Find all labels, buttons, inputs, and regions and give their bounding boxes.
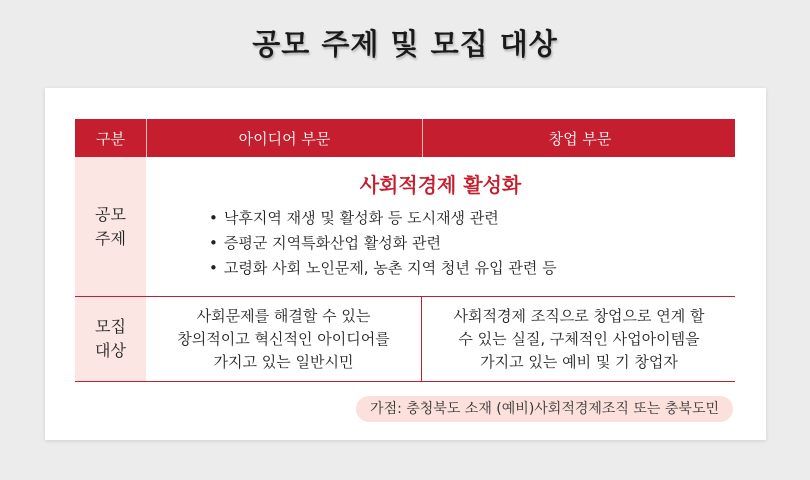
theme-label (75, 157, 146, 296)
info-card (45, 88, 766, 440)
theme-label-line1: 공모 (95, 204, 126, 224)
theme-heading: 사회적경제 활성화 (359, 173, 522, 197)
contest-table (75, 119, 735, 382)
target-idea-line: 가지고 있는 일반시민 (213, 352, 354, 371)
target-label-line2: 대상 (95, 341, 126, 360)
header-startup-section: 창업 부문 (422, 119, 737, 157)
target-idea-line: 사회문제를 해결할 수 있는 (196, 306, 371, 325)
target-idea-cell (146, 297, 421, 381)
page-title: 공모 주제 및 모집 대상 (252, 27, 558, 61)
theme-item: • 증평군 지역특화산업 활성화 관련 (209, 231, 557, 256)
target-startup-line: 가지고 있는 예비 및 기 창업자 (480, 352, 678, 371)
target-row (75, 297, 735, 382)
target-idea-line: 창의적이고 혁신적인 아이디어를 (177, 329, 390, 348)
theme-list (209, 206, 557, 281)
theme-content (146, 157, 735, 296)
table-header (75, 119, 735, 157)
target-label-line1: 모집 (95, 317, 126, 336)
header-idea-section: 아이디어 부문 (146, 119, 422, 157)
bonus-note-badge: 가점: 충청북도 소재 (예비)사회적경제조직 또는 충북도민 (356, 396, 733, 422)
target-startup-line: 수 있는 실질, 구체적인 사업아이템을 (458, 329, 700, 348)
theme-row (75, 157, 735, 297)
header-category: 구분 (96, 129, 125, 148)
target-startup-line: 사회적경제 조직으로 창업으로 연계 할 (453, 306, 705, 325)
theme-item: • 고령화 사회 노인문제, 농촌 지역 청년 유입 관련 등 (209, 256, 557, 281)
theme-item: • 낙후지역 재생 및 활성화 등 도시재생 관련 (209, 206, 557, 231)
theme-label-line2: 주제 (95, 228, 126, 248)
target-startup-cell (421, 297, 736, 381)
target-label (75, 297, 146, 381)
